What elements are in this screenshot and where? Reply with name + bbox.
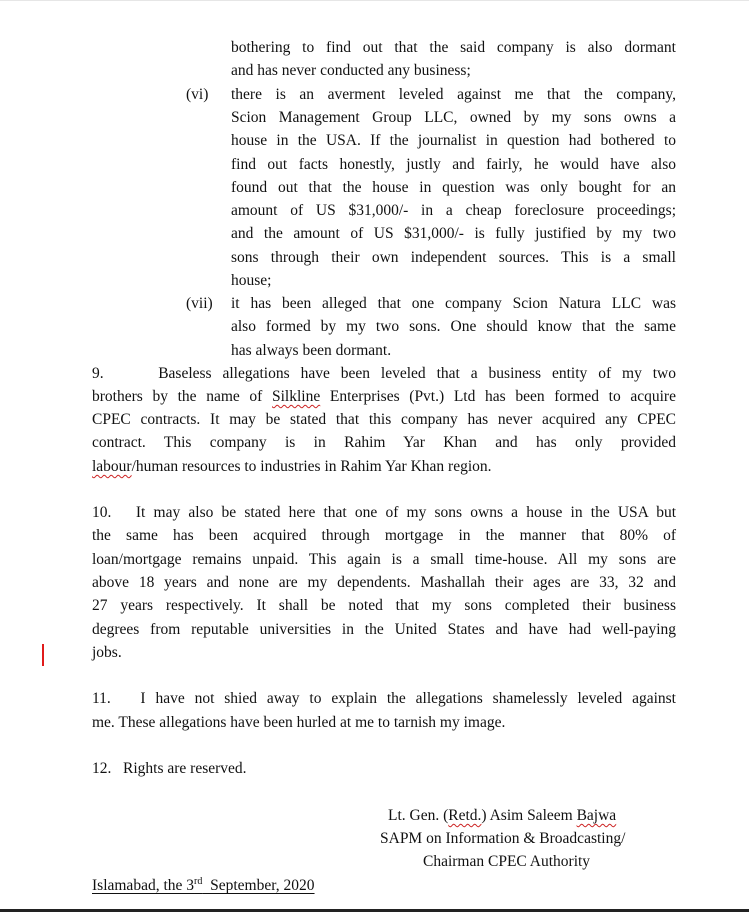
item-vi-line-6: amount of US $31,000/- in a cheap foreclosure proceedings; — [231, 202, 676, 219]
item-vii-line-1: it has been alleged that one company Scion Natura LLC was — [231, 295, 676, 312]
spellcheck-flagged-word: Silkline — [272, 388, 321, 405]
item-vi-number: (vi) — [186, 86, 209, 103]
item-vi-line-7: and the amount of US $31,000/- is fully justified by my two — [231, 225, 676, 242]
para-11-line-1: 11. I have not shied away to explain the allegations shamelessly leveled against — [92, 690, 676, 707]
para-12: 12. Rights are reserved. — [92, 760, 247, 777]
para-10-line-6: degrees from reputable universities in the United States and have had well-paying — [92, 621, 676, 638]
signatory-name — [388, 806, 616, 826]
item-v-line-2: and has never conducted any business; — [231, 62, 471, 79]
page-top-edge — [0, 0, 749, 1]
para-9-line-3: CPEC contracts. It may be stated that this company has never acquired any CPEC — [92, 411, 676, 428]
para-9-line-1: 9. Baseless allegations have been leveled that a business entity of my two — [92, 365, 676, 382]
item-vi-line-4: find out facts honestly, justly and fairly, he would have also — [231, 156, 676, 173]
item-vii-line-2: also formed by my two sons. One should know that the same — [231, 318, 676, 335]
para-10-line-1: 10. It may also be stated here that one of my sons owns a house in the USA but — [92, 504, 676, 521]
para-10-line-2: the same has been acquired through mortgage in the manner that 80% of — [92, 527, 676, 544]
item-vi-line-5: found out that the house in question was only bought for an — [231, 179, 676, 196]
page-bottom-border — [0, 909, 749, 912]
text-cursor — [42, 644, 44, 666]
date-line-place: Islamabad, the 3 — [92, 877, 195, 894]
item-vi-line-9: house; — [231, 272, 272, 289]
item-v-line-1: bothering to find out that the said company is also dormant — [231, 39, 676, 56]
signatory-name-a: Lt. Gen. ( — [388, 807, 449, 824]
date-line-date: September, 2020 — [202, 877, 315, 894]
para-9-line-2-text-a: brothers by the name of — [92, 388, 272, 405]
item-vii-line-3: has always been dormant. — [231, 342, 392, 359]
item-vi-line-3: house in the USA. If the journalist in question had bothered to — [231, 132, 676, 149]
item-vi-line-8: sons through their own independent sources. This is a small — [231, 249, 676, 266]
para-9-line-5-text: /human resources to industries in Rahim Yar Khan region. — [131, 458, 492, 475]
item-vii-number: (vii) — [186, 295, 213, 312]
date-line — [92, 876, 315, 896]
signatory-name-b: ) Asim Saleem — [481, 807, 577, 824]
date-line-ordinal: rd — [194, 875, 203, 887]
para-9-line-5 — [92, 457, 676, 477]
spellcheck-flagged-word: Retd. — [448, 807, 482, 824]
signatory-title-1: SAPM on Information & Broadcasting/ — [380, 830, 626, 847]
spellcheck-flagged-word: labour — [92, 458, 132, 475]
spellcheck-flagged-word: Bajwa — [576, 807, 617, 824]
para-11-line-2: me. These allegations have been hurled at me to tarnish my image. — [92, 714, 506, 731]
item-vi-line-2: Scion Management Group LLC, owned by my sons owns a — [231, 109, 676, 126]
para-10-line-4: above 18 years and none are my dependents. Mashallah their ages are 33, 32 and — [92, 574, 676, 591]
para-9-line-4: contract. This company is in Rahim Yar Khan and has only provided — [92, 434, 676, 451]
para-10-line-7: jobs. — [92, 644, 122, 661]
para-10-line-5: 27 years respectively. It shall be noted that my sons completed their business — [92, 597, 676, 614]
para-9-line-2-text-b: Enterprises (Pvt.) Ltd has been formed to acquire — [320, 388, 676, 405]
signatory-title-2: Chairman CPEC Authority — [423, 853, 591, 870]
item-vi-line-1: there is an averment leveled against me that the company, — [231, 86, 676, 103]
para-10-line-3: loan/mortgage remains unpaid. This again is a small time-house. All my sons are — [92, 551, 676, 568]
para-9-line-2 — [92, 387, 676, 407]
